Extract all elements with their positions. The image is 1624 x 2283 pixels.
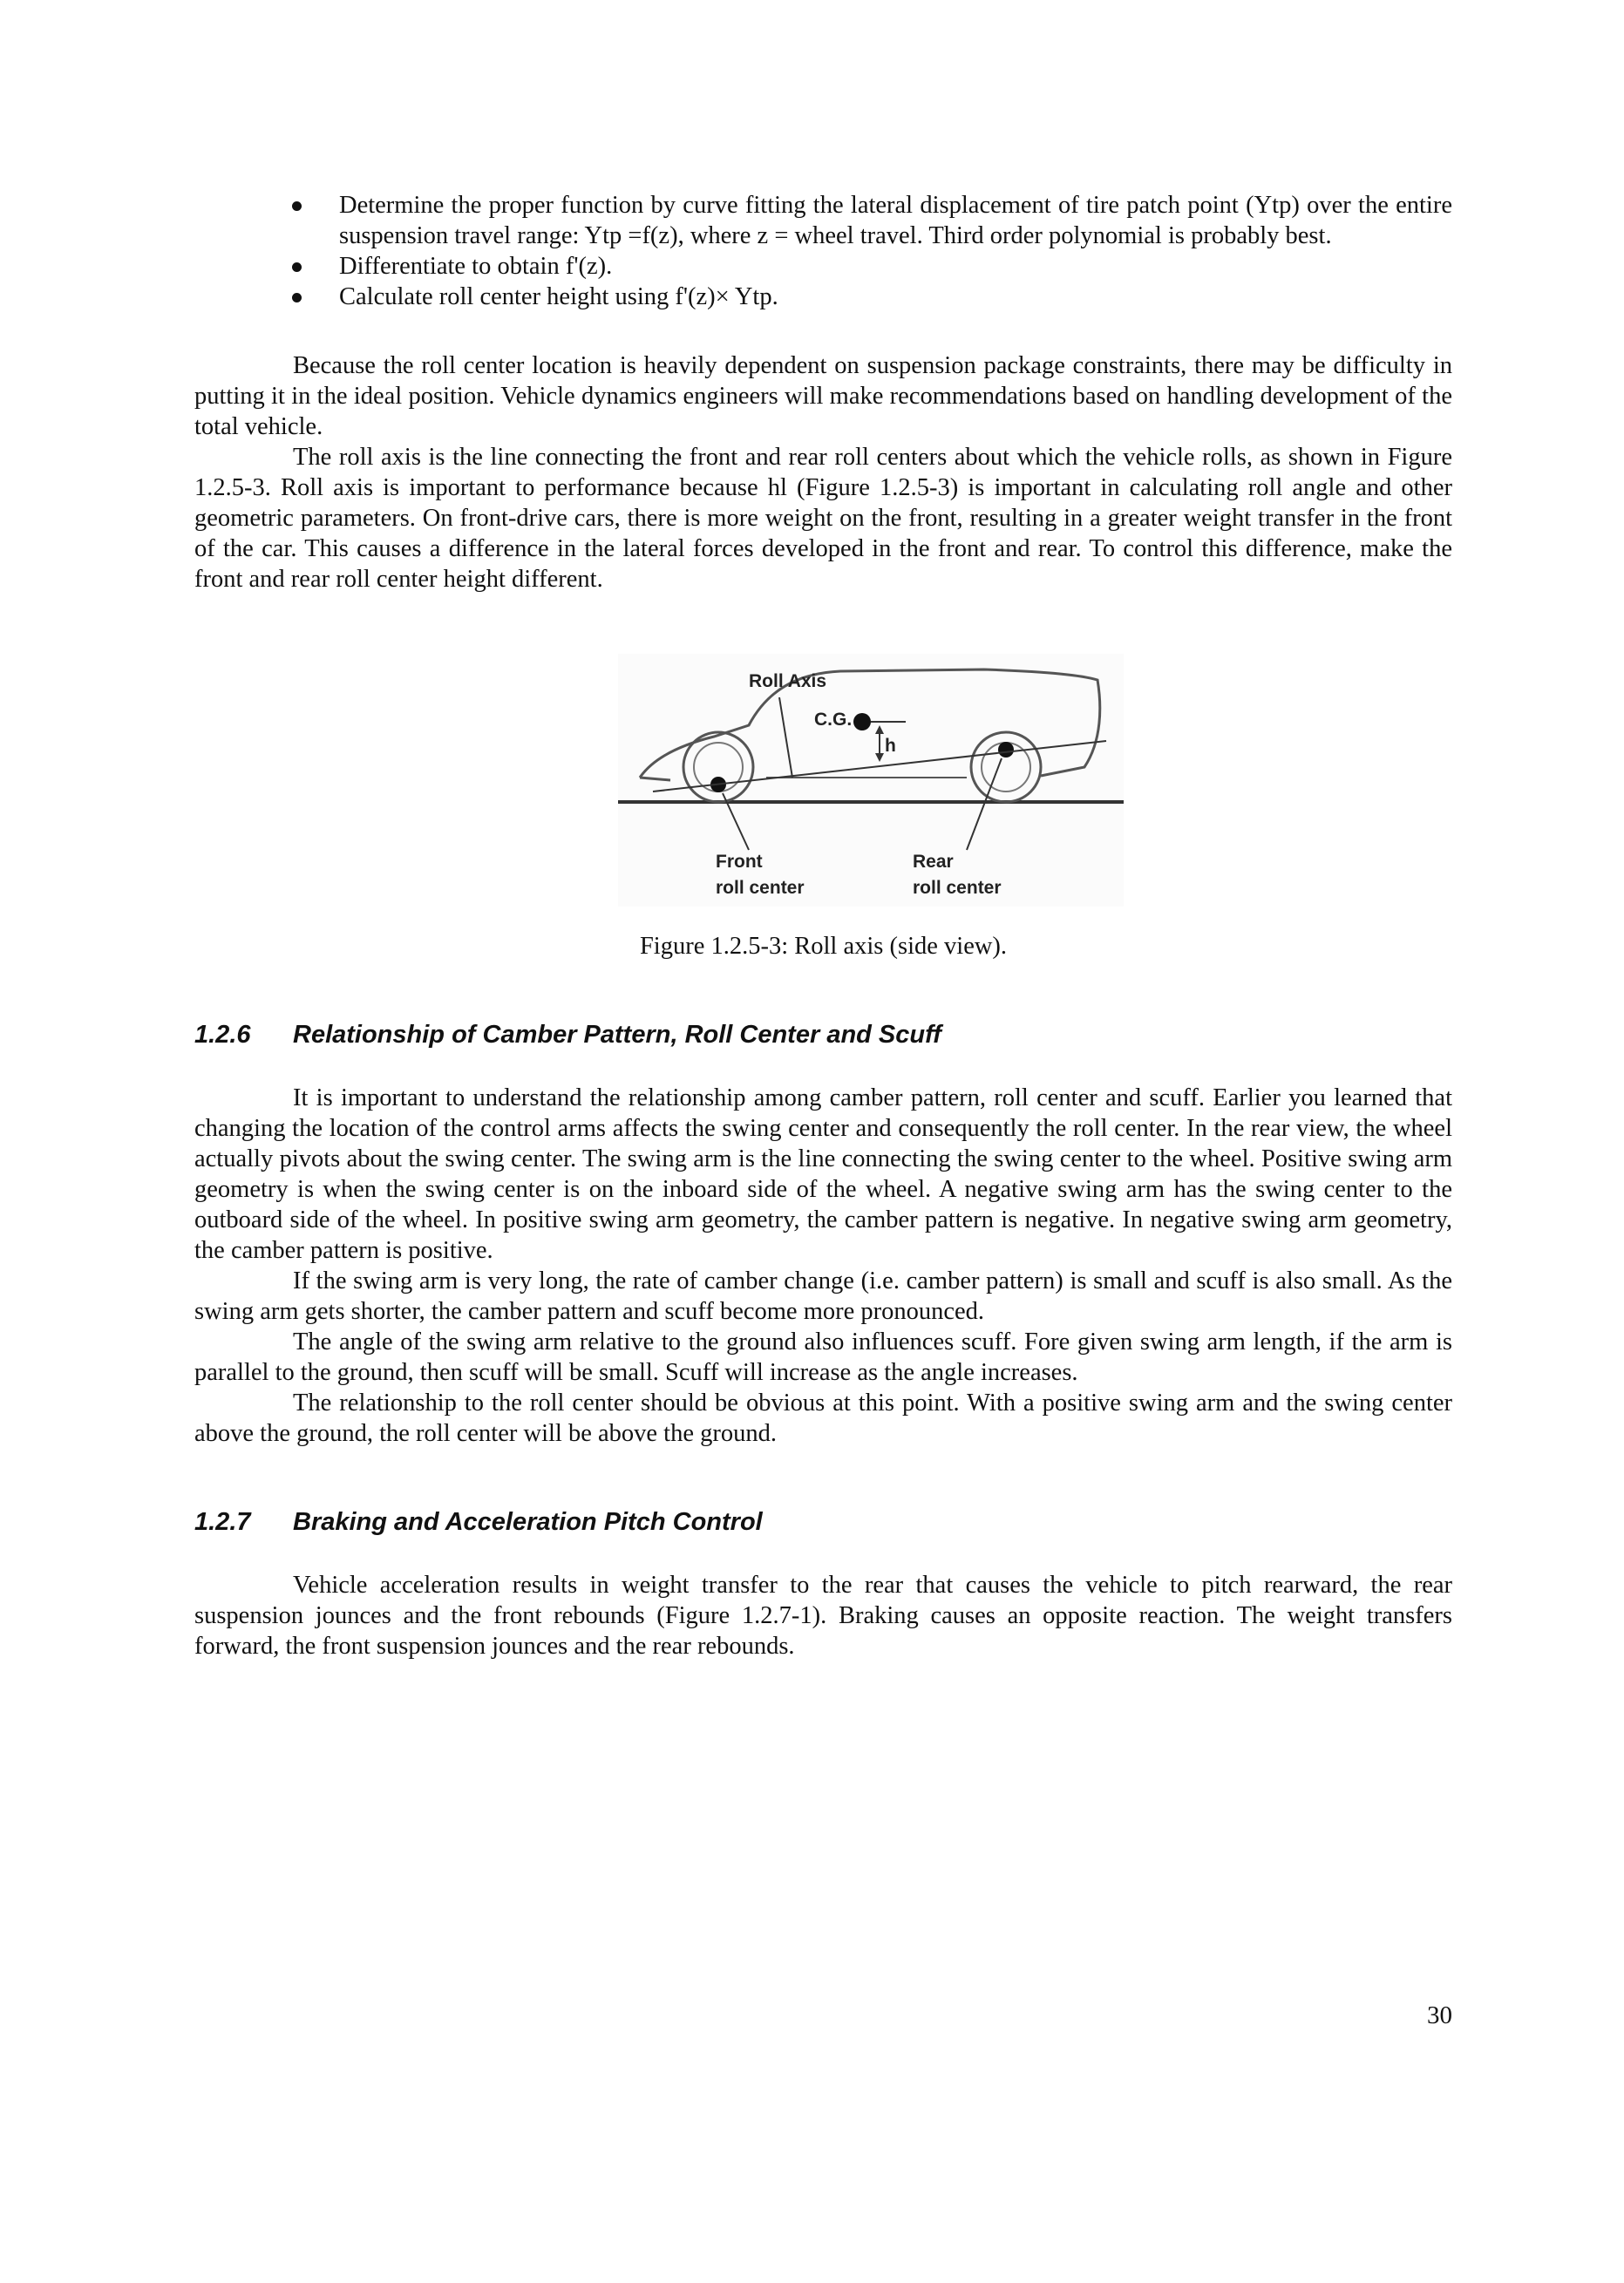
procedure-list	[194, 190, 1452, 312]
section-number: 1.2.7	[194, 1508, 251, 1536]
paragraph: It is important to understand the relationship among camber pattern, roll center and scuff. Earlier you learned that changing the location of the control arms affects the swing center and consequently the roll center. In the rear view, the wheel actually pivots about the swing center. The swing arm is the line connecting the swing center to the wheel. Positive swing arm geometry is when the swing center is on the inboard side of the wheel. A negative swing arm has the swing center to the outboard side of the wheel. In positive swing arm geometry, the camber pattern is negative. In negative swing arm geometry, the camber pattern is positive.	[194, 1084, 1452, 1264]
cg-label: C.G.	[814, 710, 853, 730]
cg-marker	[853, 713, 871, 730]
section-number: 1.2.6	[194, 1021, 251, 1049]
roll-axis-diagram	[618, 654, 1124, 907]
page-content	[194, 190, 1452, 1661]
section-heading-1-2-6	[194, 1021, 1452, 1050]
roll-axis-label: Roll Axis	[749, 671, 827, 691]
list-item: Differentiate to obtain f'(z).	[194, 251, 1452, 282]
bullet-icon	[292, 262, 302, 272]
section-heading-1-2-7	[194, 1508, 1452, 1537]
paragraph: The roll axis is the line connecting the front and rear roll centers about which the vehicle rolls, as shown in Figure 1.2.5-3. Roll axis is important to performance because hl (Figure 1.2.5-3) is important in calculating roll angle and other geometric parameters. On front-drive cars, there is more weight on the front, resulting in a greater weight transfer in the front of the car. This causes a difference in the lateral forces developed in the front and rear. To control this difference, make the front and rear roll center height different.	[194, 444, 1452, 593]
page-number: 30	[1427, 2001, 1452, 2029]
paragraph: Because the roll center location is heavily dependent on suspension package constraints, there may be difficulty in putting it in the ideal position. Vehicle dynamics engineers will make recommendations based on handling development of the total vehicle.	[194, 352, 1452, 440]
paragraph: The angle of the swing arm relative to the ground also influences scuff. Fore given swing arm length, if the arm is parallel to the ground, then scuff will be small. Scuff will increase as the angle increases.	[194, 1328, 1452, 1386]
front-label: Front	[716, 852, 763, 872]
front-roll-center-label: roll center	[716, 878, 805, 898]
paragraph: The relationship to the roll center should be obvious at this point. With a positive swing arm and the swing center above the ground, the roll center will be above the ground.	[194, 1390, 1452, 1447]
rear-roll-center-label: roll center	[913, 878, 1002, 898]
rear-label: Rear	[913, 852, 954, 872]
figure-caption: Figure 1.2.5-3: Roll axis (side view).	[639, 933, 1008, 960]
paragraph: Vehicle acceleration results in weight transfer to the rear that causes the vehicle to pitch rearward, the rear suspension jounces and the front rebounds (Figure 1.2.7-1). Braking causes an opposite reaction. The weight transfers forward, the front suspension jounces and the rear rebounds.	[194, 1572, 1452, 1660]
h-label: h	[885, 736, 896, 756]
section-title: Braking and Acceleration Pitch Control	[293, 1508, 763, 1536]
roll-axis-figure	[194, 654, 1452, 961]
bullet-icon	[292, 201, 302, 211]
list-item: Determine the proper function by curve fitting the lateral displacement of tire patch point (Ytp) over the entire suspension travel range: Ytp =f(z), where z = wheel travel. Third order polynomial is probably best.	[194, 190, 1452, 251]
paragraph: If the swing arm is very long, the rate of camber change (i.e. camber pattern) is small and scuff is also small. As the swing arm gets shorter, the camber pattern and scuff become more pronounced.	[194, 1267, 1452, 1325]
bullet-icon	[292, 293, 302, 302]
rear-roll-center-marker	[998, 742, 1014, 758]
list-item: Calculate roll center height using f'(z)× Ytp.	[194, 282, 1452, 312]
section-title: Relationship of Camber Pattern, Roll Center and Scuff	[293, 1021, 941, 1049]
